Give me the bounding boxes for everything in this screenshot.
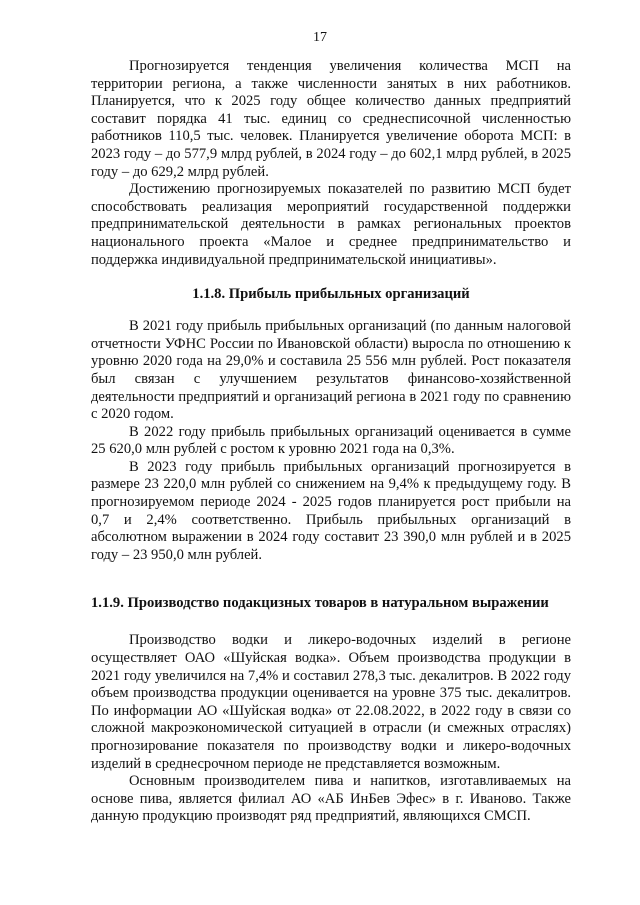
paragraph-profit-2021: В 2021 году прибыль прибыльных организаций (по данным налоговой отчетности УФНС России по Ивановской области) выросла по отношению к уровню 2020 года на 29,0% и составила 25 556 млн рублей. Рост показателя был связан с улучшением результатов финансово-хозяйственной деятельности предприятий и организаций региона в 2021 году по сравнению с 2020 годом. [91, 318, 571, 423]
paragraph-vodka-production: Производство водки и ликеро-водочных изделий в регионе осуществляет ОАО «Шуйская водка». Объем производства продукции в 2021 году увеличился на 7,4% и составил 278,3 тыс. декалитров. В 2022 году объем производства продукции оценивается на уровне 375 тыс. декалитров. По информации АО «Шуйская водка» от 22.08.2022, в 2022 году в связи со сложной макроэкономической ситуацией в отрасли (и смежных отраслях) прогнозирование показателя по производству водки и ликеро-водочных изделий в среднесрочном периоде не представляется возможным. [91, 632, 571, 772]
paragraph-msp-forecast: Прогнозируется тенденция увеличения количества МСП на территории региона, а также численности занятых в них работников. Планируется, что к 2025 году общее количество данных предприятий составит порядка 41 тыс. единиц со среднесписочной численностью работников 110,5 тыс. человек. Планируется увеличение оборота МСП: в 2023 году – до 577,9 млрд рублей, в 2024 году – до 602,1 млрд рублей, в 2025 году – до 629,2 млрд рублей. [91, 58, 571, 180]
section-heading-excise-goods: 1.1.9. Производство подакцизных товаров в натуральном выражении [91, 595, 549, 612]
paragraph-beer-production: Основным производителем пива и напитков, изготавливаемых на основе пива, является филиал АО «АБ ИнБев Эфес» в г. Иваново. Также данную продукцию производят ряд предприятий, являющихся СМСП. [91, 773, 571, 825]
page-number: 17 [313, 30, 327, 45]
page-content [91, 58, 571, 826]
section-heading-profit: 1.1.8. Прибыль прибыльных организаций [192, 286, 470, 303]
paragraph-profit-2022: В 2022 году прибыль прибыльных организаций оценивается в сумме 25 620,0 млн рублей с ростом к уровню 2021 года на 0,3%. [91, 423, 571, 458]
paragraph-profit-2023: В 2023 году прибыль прибыльных организаций прогнозируется в размере 23 220,0 млн рублей со снижением на 9,4% к предыдущему году. В прогнозируемом периоде 2024 - 2025 годов планируется рост прибыли на 0,7 и 2,4% соответственно. Прибыль прибыльных организаций в абсолютном выражении в 2024 году составит 23 390,0 млн рублей и в 2025 году – 23 950,0 млн рублей. [91, 458, 571, 563]
paragraph-msp-support: Достижению прогнозируемых показателей по развитию МСП будет способствовать реализация мероприятий государственной поддержки предпринимательской деятельности в рамках региональных проектов национального проекта «Малое и среднее предпринимательство и поддержка индивидуальной предпринимательской инициативы». [91, 181, 571, 268]
